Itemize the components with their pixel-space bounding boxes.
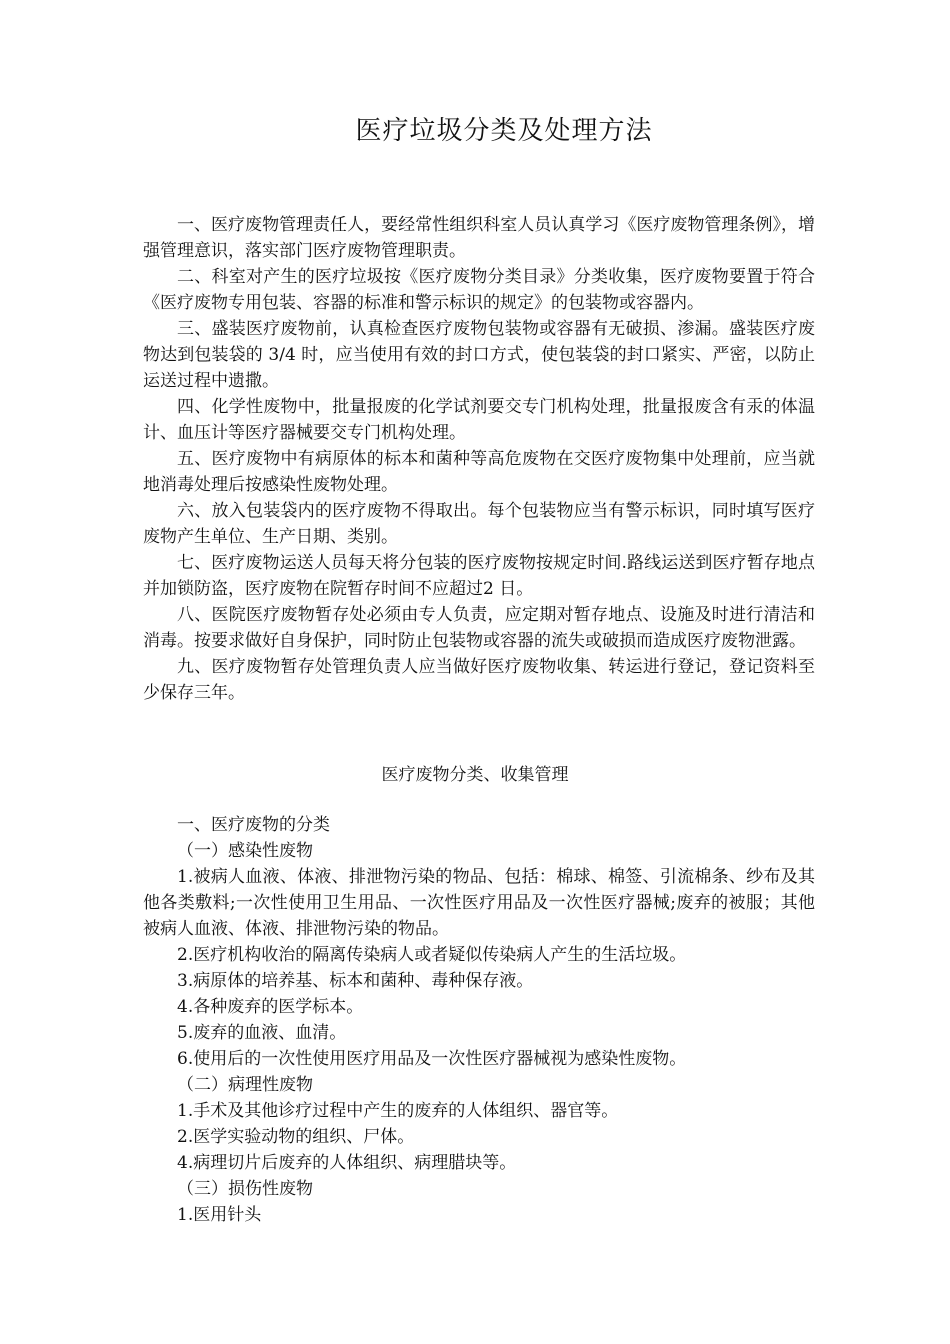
section-title: 医疗废物分类、收集管理 <box>381 765 569 785</box>
rule-paragraph: 四、化学性废物中，批量报废的化学试剂要交专门机构处理，批量报废含有汞的体温计、血压计等医疗器械要交专门机构处理。 <box>143 397 815 443</box>
category-item: 1.医用针头 <box>177 1205 262 1225</box>
category-heading: （一）感染性废物 <box>177 841 313 861</box>
category-item: 2.医学实验动物的组织、尸体。 <box>177 1127 415 1147</box>
category-item: 4.病理切片后废弃的人体组织、病理腊块等。 <box>177 1153 517 1173</box>
category-item: 5.废弃的血液、血清。 <box>177 1023 347 1043</box>
category-item: 1.被病人血液、体液、排泄物污染的物品、包括：棉球、棉签、引流棉条、纱布及其他各类敷料;一次性使用卫生用品、一次性医疗用品及一次性医疗器械;废弃的被服；其他被病人血液、体液、排泄物污染的物品。 <box>143 867 815 939</box>
rule-paragraph: 七、医疗废物运送人员每天将分包装的医疗废物按规定时间.路线运送到医疗暂存地点并加锁防盗，医疗废物在院暂存时间不应超过2 日。 <box>143 553 815 599</box>
category-item: 4.各种废弃的医学标本。 <box>177 997 364 1017</box>
category-item: 2.医疗机构收治的隔离传染病人或者疑似传染病人产生的生活垃圾。 <box>177 945 687 965</box>
rule-paragraph: 九、医疗废物暂存处管理负责人应当做好医疗废物收集、转运进行登记，登记资料至少保存三年。 <box>143 657 815 703</box>
category-heading: （二）病理性废物 <box>177 1075 313 1095</box>
rule-paragraph: 六、放入包装袋内的医疗废物不得取出。每个包装物应当有警示标识，同时填写医疗废物产生单位、生产日期、类别。 <box>143 501 815 547</box>
management-rules <box>143 212 815 706</box>
rule-paragraph: 二、科室对产生的医疗垃圾按《医疗废物分类目录》分类收集，医疗废物要置于符合《医疗废物专用包装、容器的标准和警示标识的规定》的包装物或容器内。 <box>143 267 815 313</box>
classification-heading: 一、医疗废物的分类 <box>177 815 330 835</box>
rule-paragraph: 三、盛装医疗废物前，认真检查医疗废物包装物或容器有无破损、渗漏。盛装医疗废物达到包装袋的 3/4 时，应当使用有效的封口方式，使包装袋的封口紧实、严密，以防止运送过程中遗撒。 <box>143 319 815 391</box>
category-item: 1.手术及其他诊疗过程中产生的废弃的人体组织、器官等。 <box>177 1101 619 1121</box>
rule-paragraph: 八、医院医疗废物暂存处必须由专人负责，应定期对暂存地点、设施及时进行清洁和消毒。按要求做好自身保护，同时防止包装物或容器的流失或破损而造成医疗废物泄露。 <box>143 605 815 651</box>
category-item: 6.使用后的一次性使用医疗用品及一次性医疗器械视为感染性废物。 <box>177 1049 687 1069</box>
category-item: 3.病原体的培养基、标本和菌种、毒种保存液。 <box>177 971 534 991</box>
category-heading: （三）损伤性废物 <box>177 1179 313 1199</box>
document-title: 医疗垃圾分类及处理方法 <box>355 116 653 146</box>
rule-paragraph: 五、医疗废物中有病原体的标本和菌种等高危废物在交医疗废物集中处理前，应当就地消毒处理后按感染性废物处理。 <box>143 449 815 495</box>
rule-paragraph: 一、医疗废物管理责任人，要经常性组织科室人员认真学习《医疗废物管理条例》，增强管理意识，落实部门医疗废物管理职责。 <box>143 215 815 261</box>
classification-section <box>143 812 815 1228</box>
